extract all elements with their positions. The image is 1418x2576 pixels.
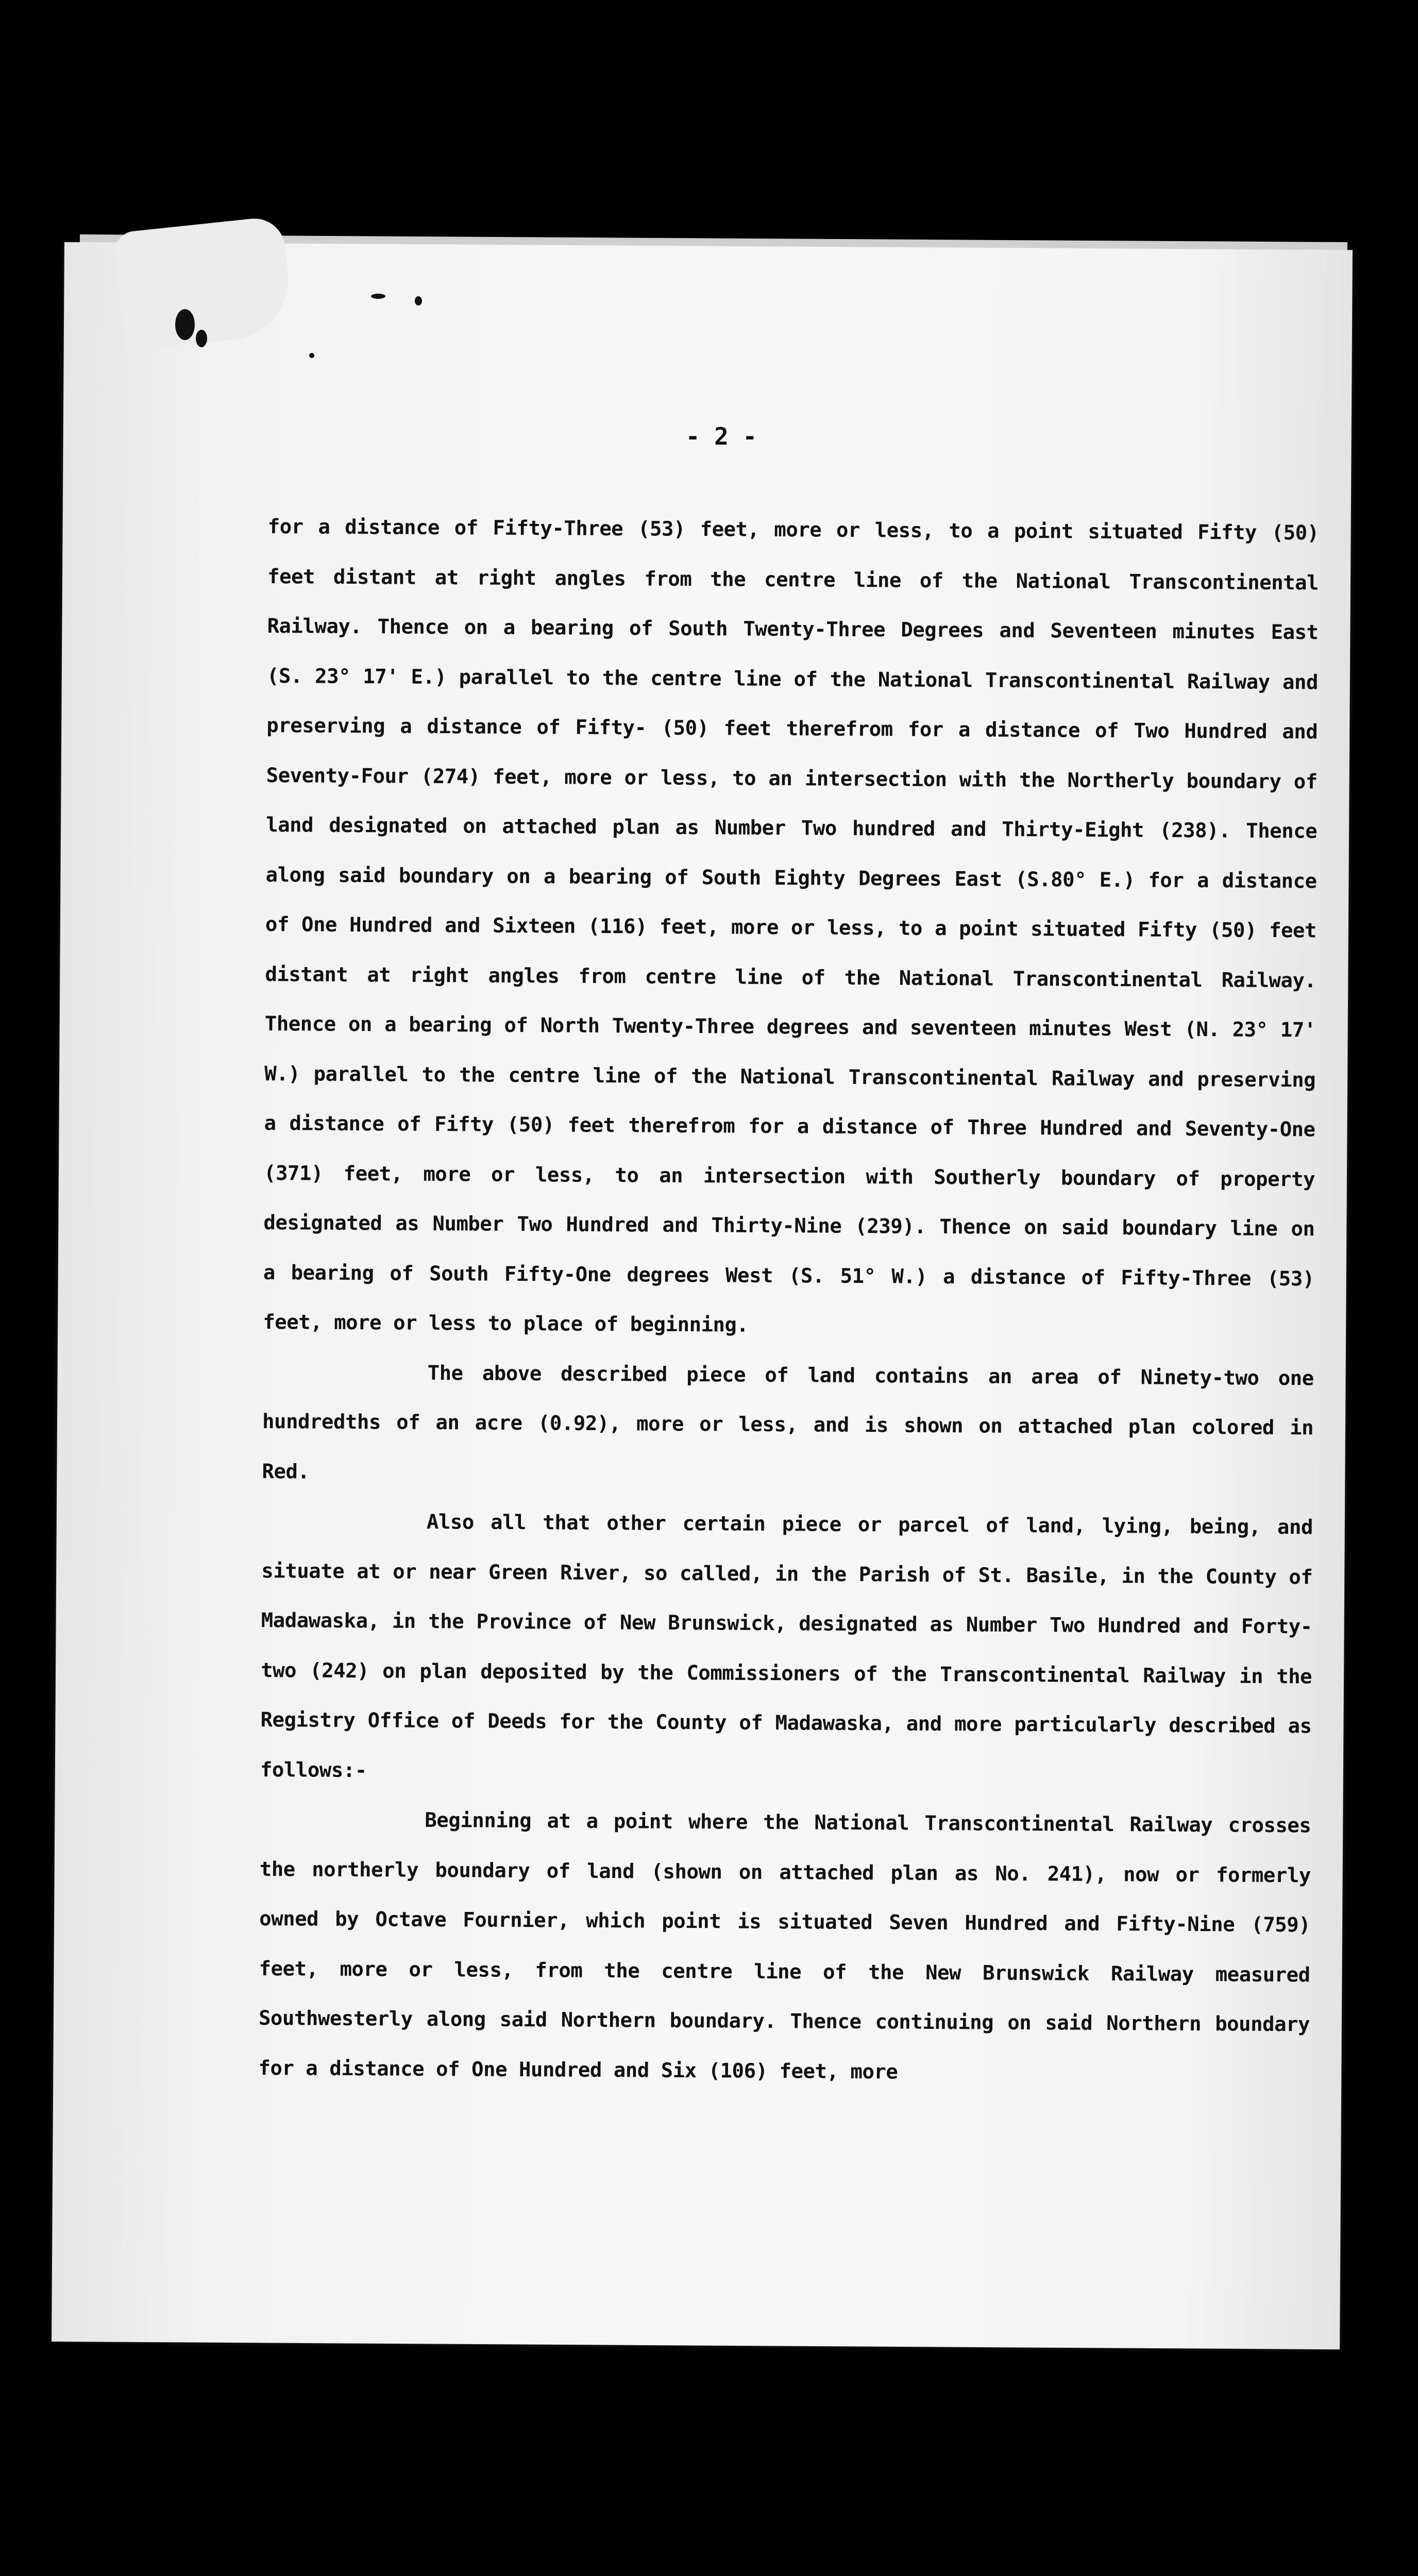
- paragraph: for a distance of Fifty-Three (53) feet, more or less, to a point situated Fifty (50) feet distant at right angles from the centre line of the National Transcontinental Railway. Thence on a bearing of South Twenty-Three Degrees and Seventeen minutes East (S. 23° 17' E.) parallel to the centre line of the National Transcontinental Railway and preserving a distance of Fifty- (50) feet therefrom for a distance of Two Hundred and Seventy-Four (274) feet, more or less, to an intersection with the Northerly boundary of land designated on attached plan as Number Two hundred and Thirty-Eight (238). Thence along said boundary on a bearing of South Eighty Degrees East (S.80° E.) for a distance of One Hundred and Sixteen (116) feet, more or less, to a point situated Fifty (50) feet distant at right angles from centre line of the National Transcontinental Railway. Thence on a bearing of North Twenty-Three degrees and seventeen minutes West (N. 23° 17' W.) parallel to the centre line of the National Transcontinental Railway and preserving a distance of Fifty (50) feet therefrom for a distance of Three Hundred and Seventy-One (371) feet, more or less, to an intersection with Southerly boundary of property designated as Number Two Hundred and Thirty-Nine (239). Thence on said boundary line on a bearing of South Fifty-One degrees West (S. 51° W.) a distance of Fifty-Three (53) feet, more or less to place of beginning.: [263, 515, 1319, 1337]
- paragraph: Beginning at a point where the National Transcontinental Railway crosses the northerly boundary of land (shown on attached plan as No. 241), now or formerly owned by Octave Fournier, which point is situated Seven Hundred and Fifty-Nine (759) feet, more or less, from the centre line of the New Brunswick Railway measured Southwesterly along said Northern boundary. Thence continuing on said Northern boundary for a distance of One Hundred and Six (106) feet, more: [258, 1808, 1311, 2084]
- ink-speck: [371, 294, 385, 299]
- paragraph: Also all that other certain piece or parcel of land, lying, being, and situate at or near Green River, so called, in the Parish of St. Basile, in the County of Madawaska, in the Province of New Brunswick, designated as Number Two Hundred and Forty-two (242) on plan deposited by the Commissioners of the Transcontinental Railway in the Registry Office of Deeds for the County of Madawaska, and more particularly described as follows:-: [260, 1510, 1313, 1782]
- ink-speck: [175, 309, 195, 340]
- ink-speck: [415, 296, 422, 306]
- page-number: - 2 -: [685, 422, 757, 450]
- paragraph: The above described piece of land contains an area of Ninety-two one hundredths of an acre (0.92), more or less, and is shown on attached plan colored in Red.: [262, 1361, 1314, 1484]
- ink-speck: [309, 353, 314, 358]
- body-text: [258, 502, 1319, 2099]
- ink-speck: [196, 330, 207, 347]
